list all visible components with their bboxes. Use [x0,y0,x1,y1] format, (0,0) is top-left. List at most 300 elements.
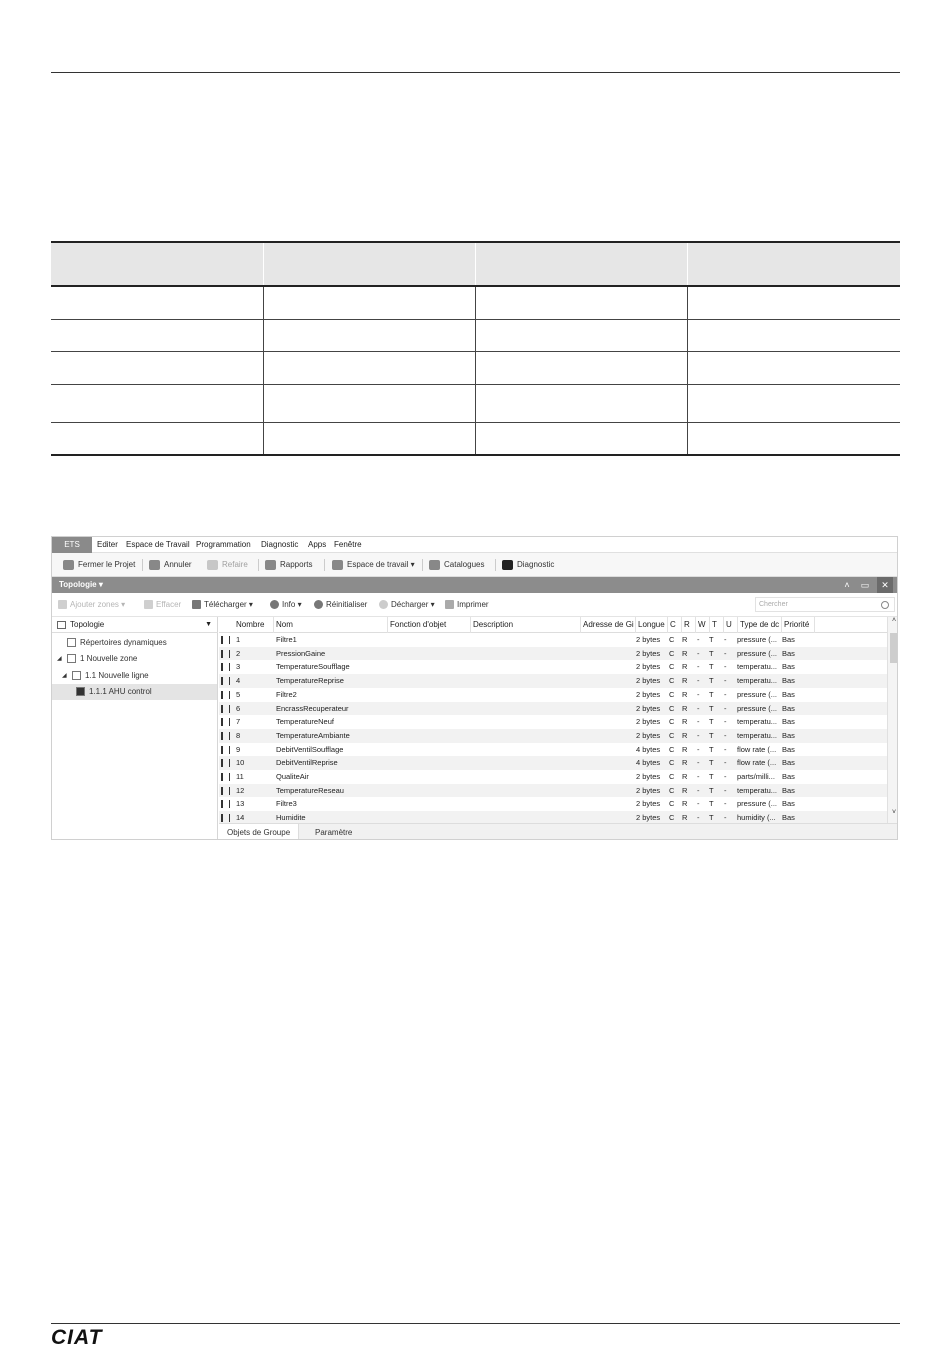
download-button[interactable]: Télécharger ▾ [192,597,253,613]
cell-type: flow rate (... [737,758,777,768]
cell-num: 11 [236,772,244,781]
ets-window [51,536,898,840]
bottom-tabs [219,823,898,840]
cell-u: - [724,772,727,781]
cell-u: - [724,635,727,644]
cell-name: DebitVentilSoufflage [276,744,344,754]
cell-w: - [697,772,700,781]
ribbon-separator [495,559,496,571]
diagnostic-label: Diagnostic [517,560,555,569]
col-priority[interactable]: Priorité [782,617,815,633]
cell-w: - [697,785,700,795]
cell-type: flow rate (... [737,744,777,754]
table-header-cell [476,242,688,286]
cell-t: T [709,703,714,713]
group-object-icon [221,759,230,767]
ribbon-separator [324,559,325,571]
reset-icon [314,600,323,609]
table-header-cell [51,242,263,286]
download-label: Télécharger [204,600,247,609]
cell-name: Filtre1 [276,635,297,644]
reset-button[interactable] [314,597,367,613]
cell-name: TemperatureReseau [276,785,344,795]
col-t[interactable]: T [710,617,724,633]
tree-item-line[interactable] [72,668,217,684]
device-icon [76,687,85,696]
cell-prio: Bas [782,703,795,713]
group-object-icon [221,705,230,713]
chevron-down-icon[interactable]: ▼ [205,621,212,628]
cell-prio: Bas [782,717,795,727]
ribbon-separator [258,559,259,571]
diagnostic-icon [502,560,513,570]
cell-type: pressure (... [737,799,778,809]
topology-toolbar [52,593,897,617]
ribbon [52,553,897,577]
close-icon[interactable]: ✕ [877,577,893,593]
cell-u: - [724,717,727,727]
table-cell [263,286,475,319]
delete-icon [144,600,153,609]
cell-size: 2 bytes [636,703,661,713]
table-cell [263,384,475,422]
cell-name: Filtre3 [276,799,297,809]
delete-button[interactable] [144,597,181,613]
group-object-icon [221,773,230,781]
group-object-icon [221,800,230,808]
table-row[interactable] [219,647,887,661]
tree-item-dynamic-folders[interactable] [67,635,217,651]
menu-espace-de-travail[interactable]: Espace de Travail [126,540,190,549]
tab-parameters[interactable]: Paramètre [315,828,353,837]
workspace-label: Espace de travail [347,560,409,569]
ribbon-separator [422,559,423,571]
cell-prio: Bas [782,730,795,740]
topology-tree-panel [52,617,218,840]
cell-c: C [669,689,675,699]
table-cell [263,351,475,384]
cell-prio: Bas [782,785,795,795]
close-project-button[interactable] [63,557,135,573]
cell-c: C [669,635,675,644]
cell-w: - [697,676,700,686]
cell-num: 8 [236,730,241,740]
cell-w: - [697,717,700,727]
table-row[interactable] [219,770,887,784]
cell-prio: Bas [782,744,795,754]
cell-c: C [669,785,675,795]
col-group-address[interactable]: Adresse de Gi [581,617,636,633]
vertical-scrollbar[interactable] [887,617,898,823]
table-cell [476,351,688,384]
cell-c: C [669,813,675,823]
cell-type: temperatu... [737,730,778,740]
redo-button[interactable] [207,557,248,573]
cell-size: 2 bytes [636,730,661,740]
cell-r: R [682,689,688,699]
cell-type: pressure (... [737,703,778,713]
table-cell [476,422,688,455]
table-cell [51,384,263,422]
col-number[interactable]: Nombre [234,617,274,633]
cell-size: 2 bytes [636,813,661,823]
cell-u: - [724,676,727,686]
table-row[interactable] [219,756,887,770]
cell-size: 4 bytes [636,758,661,768]
cell-r: R [682,758,688,768]
panel-title[interactable]: Topologie ▾ [59,580,103,589]
group-object-icon [221,691,230,699]
cell-r: R [682,635,688,644]
cell-name: DebitVentilReprise [276,758,338,768]
ets-app-tab[interactable]: ETS [52,537,92,553]
table-cell [688,351,900,384]
cell-w: - [697,799,700,809]
table-row[interactable] [219,688,887,702]
cell-num: 14 [236,813,245,823]
catalogs-label: Catalogues [444,560,485,569]
cell-r: R [682,717,688,727]
cell-t: T [709,676,714,686]
table-cell [688,319,900,351]
cell-name: EncrassRecuperateur [276,703,349,713]
table-cell [476,384,688,422]
line-icon [72,671,81,680]
objects-panel [219,617,898,840]
folder-icon [67,638,76,647]
cell-prio: Bas [782,689,795,699]
cell-size: 2 bytes [636,689,661,699]
cell-size: 2 bytes [636,785,661,795]
cell-r: R [682,703,688,713]
cell-w: - [697,758,700,768]
cell-name: TemperatureAmbiante [276,730,350,740]
scroll-down-icon[interactable]: ˅ [891,809,897,816]
table-row [51,319,900,351]
ribbon-separator [142,559,143,571]
tree-header-label: Topologie [70,620,105,629]
table-row[interactable] [219,660,887,674]
table-header-row [51,242,900,286]
reports-label: Rapports [280,560,313,569]
cell-r: R [682,676,688,686]
redo-label: Refaire [222,560,248,569]
info-icon [270,600,279,609]
cell-r: R [682,662,688,672]
cell-prio: Bas [782,758,795,768]
table-cell [688,422,900,455]
reports-button[interactable] [265,557,312,573]
menu-editer[interactable]: Editer [97,540,118,549]
cell-num: 12 [236,785,245,795]
cell-type: temperatu... [737,785,778,795]
table-row[interactable] [219,797,887,811]
col-name[interactable]: Nom [274,617,388,633]
table-header-cell [688,242,900,286]
cell-prio: Bas [782,813,795,823]
plus-icon [58,600,67,609]
cell-t: T [709,785,714,795]
col-u[interactable]: U [724,617,738,633]
tree-item-label: 1 Nouvelle zone [80,654,138,663]
table-row[interactable] [219,715,887,729]
search-icon[interactable] [881,601,889,609]
tree-item-label: 1.1 Nouvelle ligne [85,671,149,680]
reset-label: Réinitialiser [326,600,368,609]
cell-size: 2 bytes [636,676,661,686]
table-row[interactable] [219,674,887,688]
cell-t: T [709,730,714,740]
print-label: Imprimer [457,600,489,609]
workspace-button[interactable] [332,557,415,573]
close-project-label: Fermer le Projet [78,560,136,569]
col-description[interactable]: Description [471,617,581,633]
cell-num: 1 [236,635,241,644]
cell-num: 6 [236,703,241,713]
cell-prio: Bas [782,799,795,809]
undo-icon [149,560,160,570]
cell-name: TemperatureNeuf [276,717,334,727]
cell-t: T [709,717,714,727]
grid-icon [57,621,66,629]
tree-item-label: 1.1.1 AHU control [89,687,152,696]
document-table [51,241,900,456]
cell-name: TemperatureSoufflage [276,662,350,672]
table-row[interactable] [219,743,887,757]
table-cell [263,319,475,351]
cell-name: QualiteAir [276,772,309,781]
printer-icon [265,560,276,570]
cell-num: 3 [236,662,241,672]
cell-t: T [709,772,714,781]
col-c[interactable]: C [668,617,682,633]
table-row[interactable] [219,633,887,647]
cell-r: R [682,813,688,823]
cell-prio: Bas [782,662,795,672]
table-row[interactable] [219,702,887,716]
info-button[interactable]: Info ▾ [270,597,302,613]
expand-arrow-icon[interactable]: ◢ [57,656,62,662]
cell-t: T [709,635,714,644]
cell-num: 10 [236,758,245,768]
delete-label: Effacer [156,600,182,609]
cell-num: 4 [236,676,241,686]
ciat-logo: CIAT [51,1326,103,1349]
cell-name: Filtre2 [276,689,297,699]
cell-c: C [669,799,675,809]
cell-type: pressure (... [737,648,778,658]
cell-num: 7 [236,717,241,727]
add-zones-button[interactable]: Ajouter zones ▾ [58,597,125,613]
menu-bar [52,537,897,553]
cell-type: pressure (... [737,689,778,699]
scrollbar-thumb[interactable] [890,633,898,663]
col-w[interactable]: W [696,617,710,633]
cell-size: 4 bytes [636,744,661,754]
menu-programmation[interactable]: Programmation [196,540,251,549]
table-row [51,384,900,422]
cell-w: - [697,703,700,713]
menu-diagnostic[interactable]: Diagnostic [261,540,299,549]
cell-w: - [697,662,700,672]
cell-r: R [682,744,688,754]
search-input[interactable]: Chercher [755,597,895,612]
table-cell [51,422,263,455]
cell-u: - [724,730,727,740]
cell-num: 13 [236,799,245,809]
col-length[interactable]: Longue [636,617,668,633]
cell-u: - [724,648,727,658]
table-cell [263,422,475,455]
table-cell [51,319,263,351]
cell-t: T [709,662,714,672]
cell-type: temperatu... [737,662,778,672]
group-object-icon [221,636,230,644]
diagnostic-button[interactable] [502,557,554,573]
cell-w: - [697,635,700,644]
table-row [51,422,900,455]
cell-t: T [709,813,714,823]
cell-type: parts/milli... [737,772,775,781]
col-datatype[interactable]: Type de dc [738,617,782,633]
group-object-icon [221,814,230,822]
table-cell [476,286,688,319]
cell-type: humidity (... [737,813,776,823]
cell-c: C [669,662,675,672]
cell-t: T [709,648,714,658]
cell-c: C [669,676,675,686]
cell-c: C [669,703,675,713]
cell-t: T [709,744,714,754]
info-label: Info [282,600,296,609]
table-row [51,351,900,384]
cell-c: C [669,744,675,754]
cell-r: R [682,799,688,809]
cell-num: 5 [236,689,241,699]
download-icon [192,600,201,609]
tree-item-device[interactable] [52,684,217,700]
scroll-up-icon[interactable]: ˄ [891,617,897,624]
cell-w: - [697,689,700,699]
col-r[interactable]: R [682,617,696,633]
cell-t: T [709,758,714,768]
catalogs-button[interactable] [429,557,484,573]
chevron-down-icon: ▾ [410,560,415,569]
table-row[interactable] [219,784,887,798]
cell-c: C [669,772,675,781]
table-cell [51,351,263,384]
cell-u: - [724,785,727,795]
table-cell [688,384,900,422]
cell-prio: Bas [782,648,795,658]
cell-w: - [697,813,700,823]
catalog-icon [429,560,440,570]
cell-u: - [724,744,727,754]
cell-type: temperatu... [737,676,778,686]
group-object-icon [221,677,230,685]
tree-item-zone[interactable] [67,651,217,667]
table-header-cell [263,242,475,286]
zone-icon [67,654,76,663]
group-object-icon [221,663,230,671]
table-row[interactable] [219,811,887,823]
table-cell [51,286,263,319]
cell-c: C [669,648,675,658]
group-object-icon [221,650,230,658]
undo-button[interactable] [149,557,192,573]
cell-size: 2 bytes [636,717,661,727]
topology-panel-bar [52,577,897,593]
cell-prio: Bas [782,676,795,686]
cell-size: 2 bytes [636,799,661,809]
tree-item-label: Répertoires dynamiques [80,638,167,647]
menu-apps[interactable]: Apps [308,540,327,549]
cell-u: - [724,689,727,699]
collapse-icon[interactable]: ˄ [844,580,850,590]
cell-type: temperatu... [737,717,778,727]
table-cell [476,319,688,351]
unload-button[interactable]: Décharger ▾ [379,597,435,613]
cell-u: - [724,813,727,823]
bottom-rule [51,1323,900,1324]
group-object-icon [221,732,230,740]
cell-t: T [709,799,714,809]
cell-w: - [697,648,700,658]
tab-group-objects[interactable]: Objets de Groupe [219,824,299,840]
cell-t: T [709,689,714,699]
group-object-icon [221,746,230,754]
print-button[interactable] [445,597,489,613]
menu-fenetre[interactable]: Fenêtre [334,540,362,549]
cell-r: R [682,730,688,740]
unload-icon [379,600,388,609]
cell-size: 2 bytes [636,772,661,781]
redo-icon [207,560,218,570]
col-function[interactable]: Fonction d'objet [388,617,471,633]
cell-c: C [669,717,675,727]
maximize-icon[interactable]: ▭ [860,580,870,590]
cell-u: - [724,758,727,768]
cell-num: 9 [236,744,241,754]
table-row[interactable] [219,729,887,743]
cell-r: R [682,772,688,781]
group-object-icon [221,718,230,726]
objects-table-body [219,633,887,823]
cell-w: - [697,730,700,740]
cell-prio: Bas [782,635,795,644]
cell-u: - [724,703,727,713]
cell-prio: Bas [782,772,795,781]
expand-arrow-icon[interactable]: ◢ [62,673,67,679]
workspace-icon [332,560,343,570]
table-cell [688,286,900,319]
cell-name: TemperatureReprise [276,676,344,686]
cell-name: Humidite [276,813,306,823]
cell-num: 2 [236,648,241,658]
cell-name: PressionGaine [276,648,326,658]
undo-label: Annuler [164,560,192,569]
add-zones-label: Ajouter zones [70,600,119,609]
cell-size: 2 bytes [636,662,661,672]
cell-w: - [697,744,700,754]
cell-u: - [724,799,727,809]
cell-c: C [669,730,675,740]
close-project-icon [63,560,74,570]
unload-label: Décharger [391,600,429,609]
cell-size: 2 bytes [636,648,661,658]
tree-header[interactable] [52,617,218,633]
table-row [51,286,900,319]
